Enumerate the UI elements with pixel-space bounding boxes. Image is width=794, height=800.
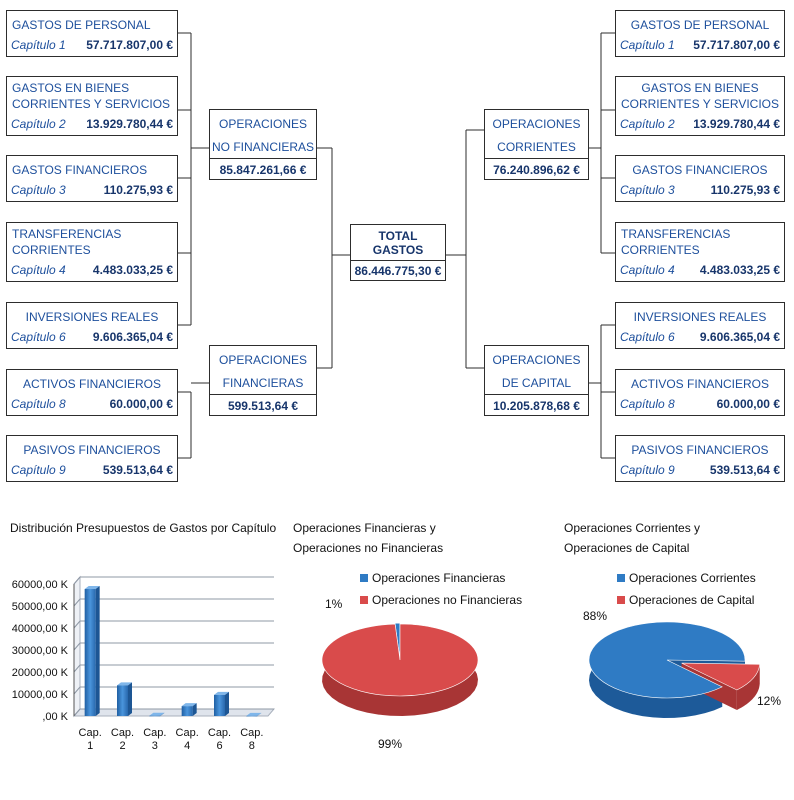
chapter-title: INVERSIONES REALES <box>633 310 767 324</box>
chapter-box-left-1 <box>6 10 178 57</box>
pie2-title-line-2: Operaciones de Capital <box>564 541 690 555</box>
chapter-title: ACTIVOS FINANCIEROS <box>22 377 162 391</box>
group-title: NO FINANCIERAS <box>211 140 314 154</box>
group-amount: 76.240.896,62 € <box>493 163 580 177</box>
chapter-footer <box>11 37 173 53</box>
chapter-label: Capítulo 4 <box>11 263 66 277</box>
chapter-footer <box>620 182 780 198</box>
chapter-label: Capítulo 2 <box>620 117 675 131</box>
chapter-box-right-9 <box>615 435 785 482</box>
chapter-title: CORRIENTES Y SERVICIOS <box>12 97 171 111</box>
chapter-amount: 539.513,64 € <box>102 463 173 477</box>
bar-ytick-label: ,00 K <box>42 711 68 723</box>
bar-xtick-label: 6 <box>216 740 223 752</box>
bar-side <box>128 682 132 716</box>
group-box-corrientes <box>484 109 589 180</box>
group-divider <box>210 158 316 159</box>
chapter-footer <box>620 396 780 412</box>
pie2-title-line-1: Operaciones Corrientes y <box>564 521 701 535</box>
bar-xtick-label: 3 <box>151 740 158 752</box>
chapter-amount: 4.483.033,25 € <box>92 263 173 277</box>
chapter-amount: 60.000,00 € <box>716 397 780 411</box>
chapter-box-right-2 <box>615 76 785 136</box>
total-title: TOTAL <box>378 229 418 243</box>
legend-item <box>360 569 522 591</box>
chapter-amount: 57.717.807,00 € <box>693 38 780 52</box>
bar-xtick-label: Cap. <box>175 727 199 739</box>
chapter-box-left-9 <box>6 435 178 482</box>
bar-chart-title: Distribución Presupuestos de Gastos por Capítulo <box>10 521 277 535</box>
chapter-footer <box>620 116 780 132</box>
group-box-financieras <box>209 345 317 416</box>
legend-label: Operaciones Financieras <box>372 571 506 585</box>
legend-item <box>617 569 756 591</box>
chapter-box-left-4 <box>6 222 178 282</box>
bar-side <box>96 586 100 716</box>
bar-xtick-label: 2 <box>119 740 126 752</box>
chapter-label: Capítulo 6 <box>620 330 675 344</box>
legend-swatch <box>617 574 625 582</box>
chapter-title: GASTOS FINANCIEROS <box>632 163 768 177</box>
bar <box>246 716 257 717</box>
chapter-title: PASIVOS FINANCIEROS <box>631 443 769 457</box>
bar-ytick-label: 20000,00 K <box>11 667 68 679</box>
chapter-label: Capítulo 4 <box>620 263 675 277</box>
pie-slice-1 <box>589 622 745 698</box>
chapter-label: Capítulo 1 <box>11 38 66 52</box>
bar-ytick-label: 60000,00 K <box>11 579 68 591</box>
group-title: OPERACIONES <box>492 117 581 131</box>
chapter-label: Capítulo 3 <box>11 183 66 197</box>
group-amount: 10.205.878,68 € <box>493 399 580 413</box>
bar-xtick-label: 1 <box>87 740 94 752</box>
chapter-box-left-2 <box>6 76 178 136</box>
chapter-amount: 13.929.780,44 € <box>86 117 173 131</box>
group-title: FINANCIERAS <box>222 376 304 390</box>
chapter-footer <box>620 37 780 53</box>
group-divider <box>485 394 588 395</box>
chapter-title: CORRIENTES <box>621 243 700 257</box>
legend-label: Operaciones Corrientes <box>629 571 756 585</box>
total-title: GASTOS <box>372 243 424 257</box>
chapter-label: Capítulo 9 <box>620 463 675 477</box>
pie1-legend <box>360 569 522 613</box>
chapter-title: PASIVOS FINANCIEROS <box>23 443 161 457</box>
bar-xtick-label: 8 <box>248 740 255 752</box>
chapter-box-left-8 <box>6 369 178 416</box>
bar-xtick-label: Cap. <box>143 727 167 739</box>
chapter-box-left-3 <box>6 155 178 202</box>
chapter-label: Capítulo 1 <box>620 38 675 52</box>
legend-swatch <box>360 596 368 604</box>
group-divider <box>485 158 588 159</box>
pie-chart-2 <box>575 600 794 770</box>
group-divider <box>210 394 316 395</box>
group-amount: 85.847.261,66 € <box>219 163 307 177</box>
chapter-box-right-4 <box>615 222 785 282</box>
pie2-value-label-2: 12% <box>757 694 782 708</box>
chapter-label: Capítulo 3 <box>620 183 675 197</box>
bar <box>182 706 193 716</box>
pie1-value-label-2: 99% <box>378 737 403 751</box>
pie1-value-label-1: 1% <box>325 597 343 611</box>
chapter-box-right-1 <box>615 10 785 57</box>
chapter-box-right-3 <box>615 155 785 202</box>
chapter-footer <box>620 262 780 278</box>
chapter-footer <box>620 329 780 345</box>
bar <box>85 589 96 716</box>
chapter-amount: 60.000,00 € <box>109 397 173 411</box>
pie-chart-1 <box>280 610 520 780</box>
bar-xtick-label: Cap. <box>110 727 135 739</box>
bar-ytick-label: 30000,00 K <box>11 645 68 657</box>
chapter-title: GASTOS DE PERSONAL <box>630 18 770 32</box>
group-title: CORRIENTES <box>497 140 576 154</box>
chapter-box-left-6 <box>6 302 178 349</box>
chapter-amount: 110.275,93 € <box>710 183 780 197</box>
legend-label: Operaciones de Capital <box>629 593 755 607</box>
chapter-amount: 9.606.365,04 € <box>699 330 780 344</box>
chapter-footer <box>11 182 173 198</box>
group-title: DE CAPITAL <box>501 376 572 390</box>
group-box-no-financieras <box>209 109 317 180</box>
group-title: OPERACIONES <box>218 117 308 131</box>
chapter-title: INVERSIONES REALES <box>25 310 159 324</box>
chapter-box-right-6 <box>615 302 785 349</box>
bar-ytick-label: 50000,00 K <box>11 601 68 613</box>
chapter-label: Capítulo 2 <box>11 117 66 131</box>
group-title: OPERACIONES <box>492 353 581 367</box>
chapter-footer <box>11 116 173 132</box>
chapter-title: GASTOS EN BIENES <box>641 81 759 95</box>
chapter-label: Capítulo 9 <box>11 463 66 477</box>
total-box <box>350 224 446 281</box>
chapter-title: CORRIENTES Y SERVICIOS <box>620 97 780 111</box>
legend-swatch <box>360 574 368 582</box>
chapter-title: TRANSFERENCIAS <box>12 227 122 241</box>
chapter-footer <box>11 462 173 478</box>
chapter-title: CORRIENTES <box>12 243 91 257</box>
chapter-title: GASTOS DE PERSONAL <box>12 18 151 32</box>
pie1-title-line-2: Operaciones no Financieras <box>293 541 444 555</box>
chapter-title: GASTOS FINANCIEROS <box>12 163 148 177</box>
bar-xtick-label: Cap. <box>78 727 102 739</box>
total-divider <box>351 260 445 261</box>
pie-slice-2 <box>322 624 478 696</box>
chapter-label: Capítulo 8 <box>620 397 675 411</box>
bar-chart <box>0 540 290 800</box>
chapter-box-right-8 <box>615 369 785 416</box>
group-box-capital <box>484 345 589 416</box>
group-amount: 599.513,64 € <box>227 399 299 413</box>
pie2-value-label-1: 88% <box>583 609 608 623</box>
bar-ytick-label: 40000,00 K <box>11 623 68 635</box>
bar <box>149 716 160 717</box>
chapter-title: ACTIVOS FINANCIEROS <box>630 377 770 391</box>
chapter-amount: 13.929.780,44 € <box>693 117 780 131</box>
chapter-footer <box>11 396 173 412</box>
bar-xtick-label: Cap. <box>240 727 264 739</box>
bar-ytick-label: 10000,00 K <box>11 689 68 701</box>
legend-label: Operaciones no Financieras <box>372 593 523 607</box>
bar-xtick-label: Cap. <box>207 727 232 739</box>
bar <box>117 685 128 716</box>
chapter-label: Capítulo 6 <box>11 330 66 344</box>
chapter-title: TRANSFERENCIAS <box>621 227 731 241</box>
chapter-footer <box>11 262 173 278</box>
group-title: OPERACIONES <box>218 353 308 367</box>
bar-side <box>225 692 229 716</box>
chapter-footer <box>620 462 780 478</box>
bar-xtick-label: 4 <box>184 740 191 752</box>
total-amount: 86.446.775,30 € <box>354 264 442 278</box>
chapter-amount: 110.275,93 € <box>103 183 173 197</box>
chapter-footer <box>11 329 173 345</box>
chapter-title: GASTOS EN BIENES <box>12 81 130 95</box>
chapter-amount: 9.606.365,04 € <box>92 330 173 344</box>
pie1-title-line-1: Operaciones Financieras y <box>293 521 436 535</box>
chapter-amount: 4.483.033,25 € <box>699 263 780 277</box>
bar <box>214 695 225 716</box>
chapter-amount: 57.717.807,00 € <box>86 38 173 52</box>
bar-chart-floor <box>74 709 274 716</box>
chapter-label: Capítulo 8 <box>11 397 66 411</box>
chapter-amount: 539.513,64 € <box>709 463 780 477</box>
